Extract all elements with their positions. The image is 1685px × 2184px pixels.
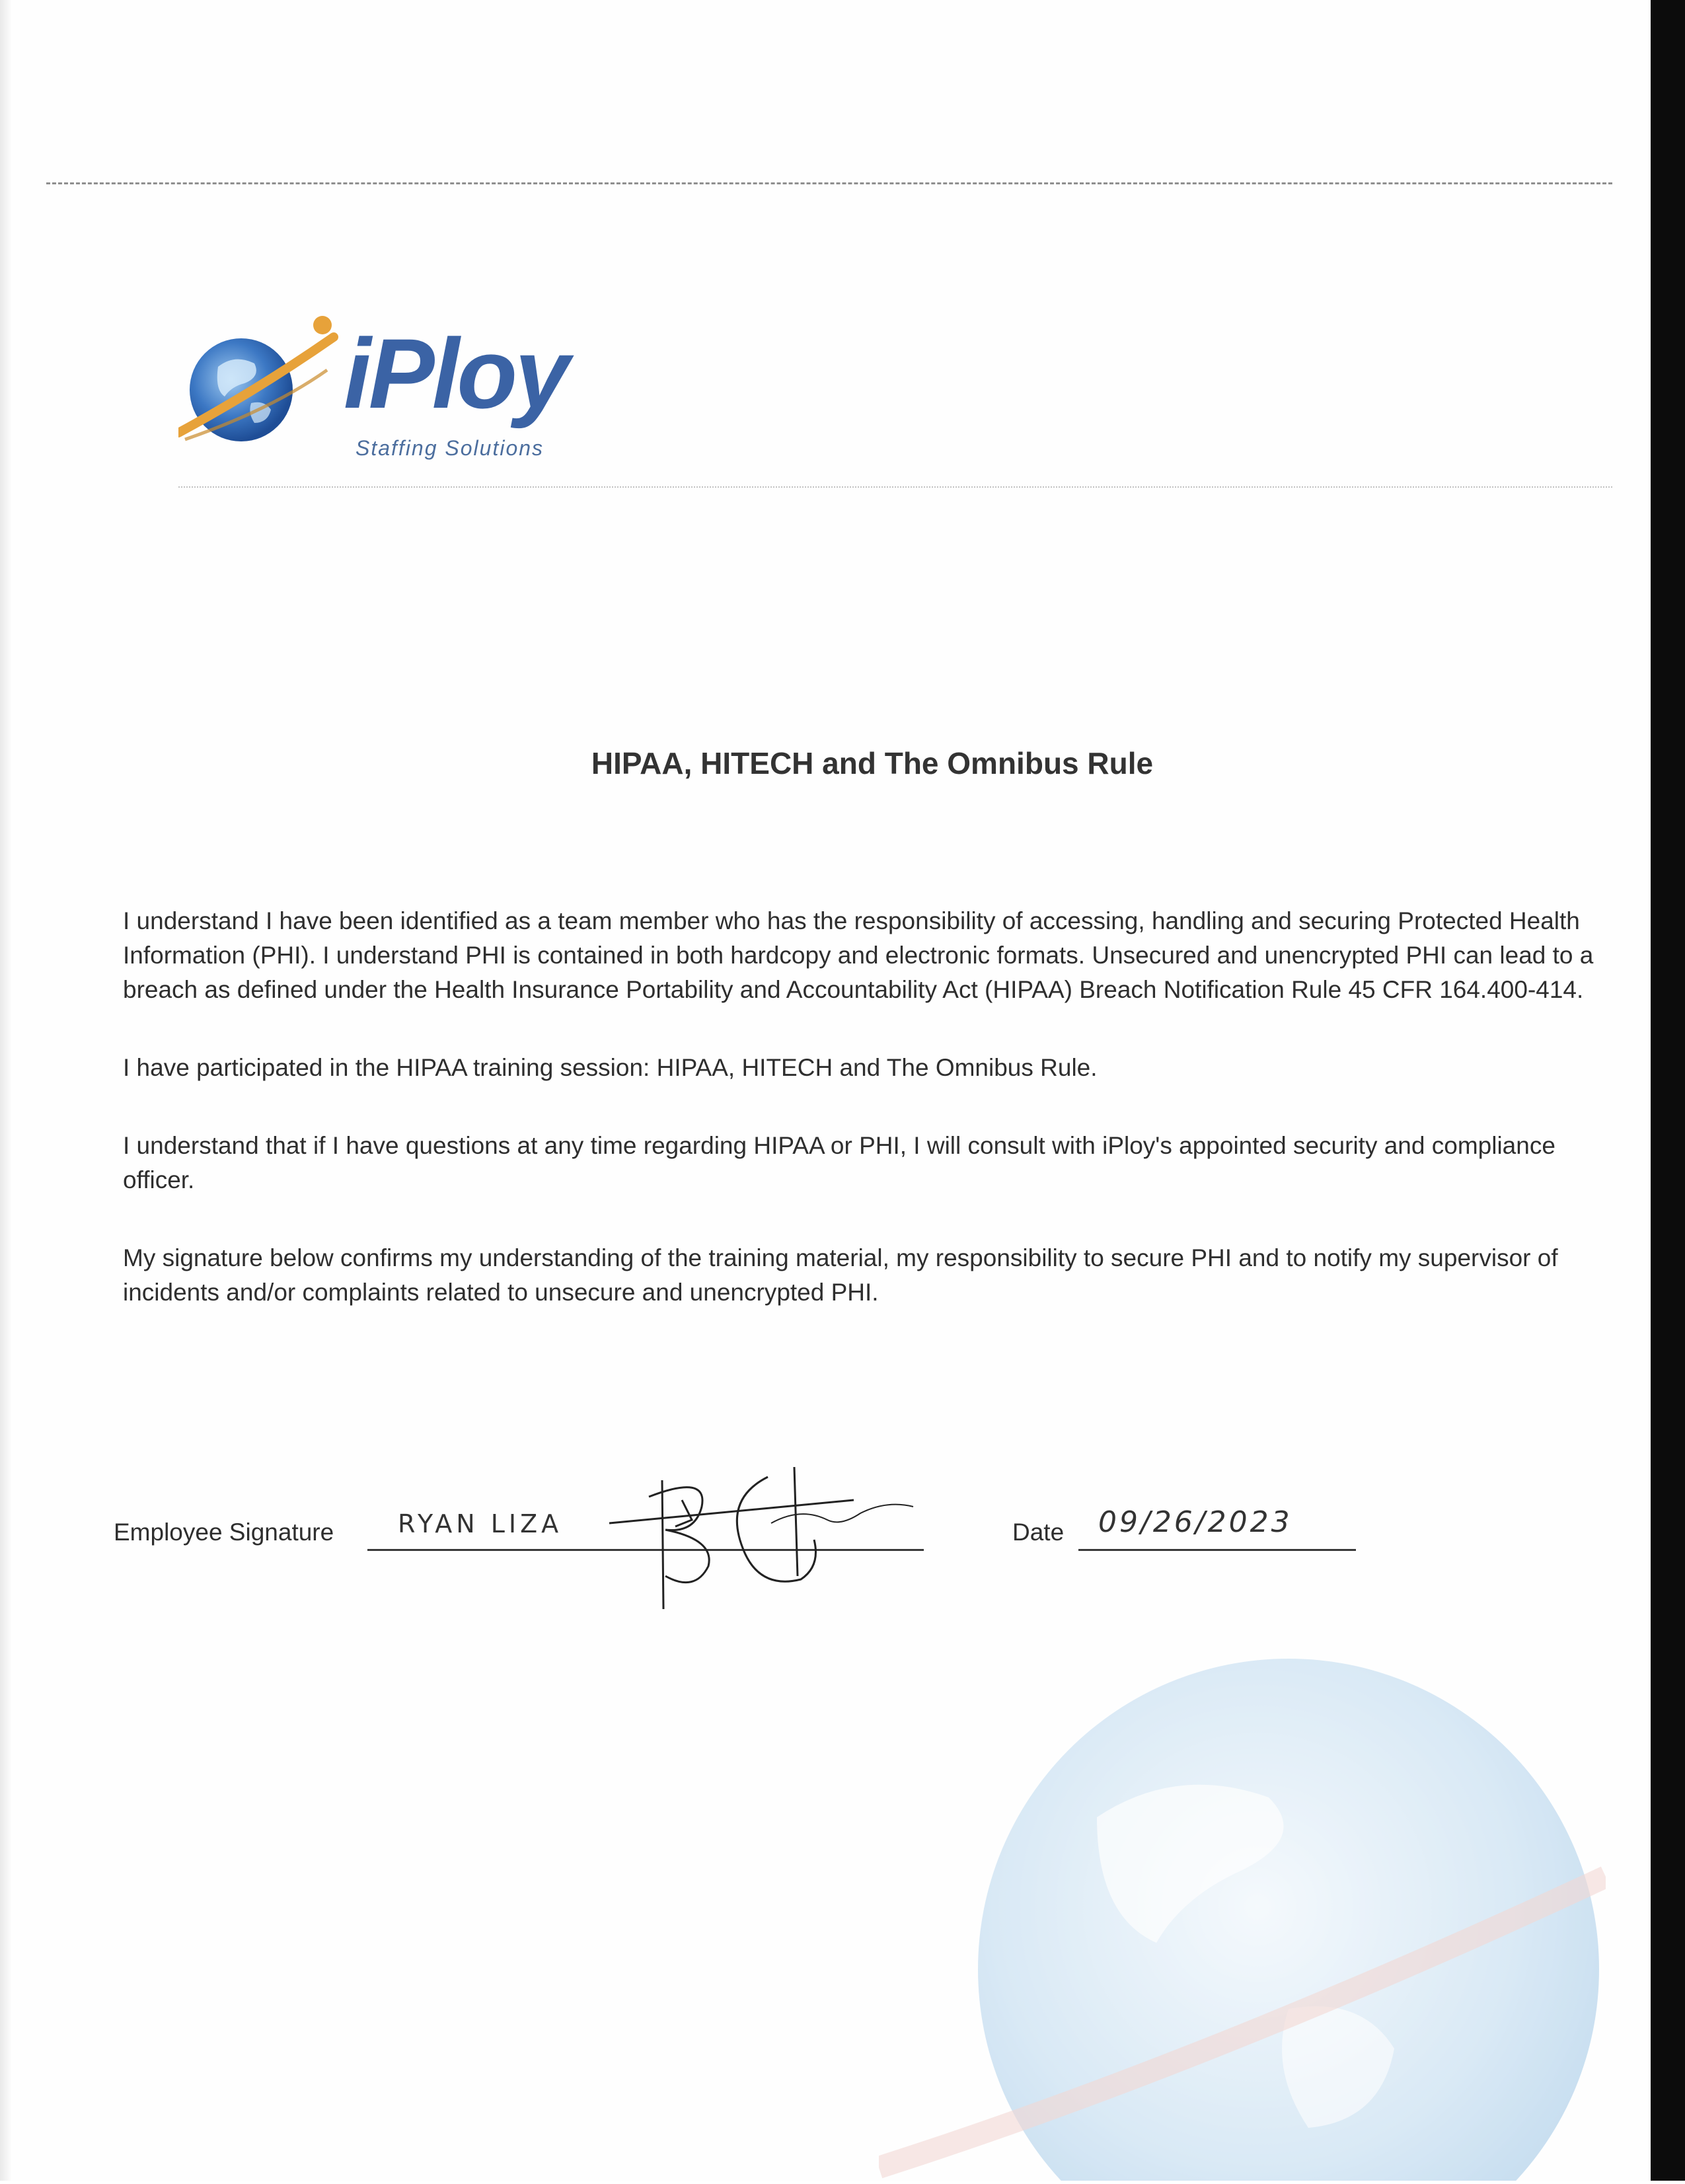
logo-tagline: Staffing Solutions xyxy=(356,436,544,460)
paragraph-phi-responsibility: I understand I have been identified as a team member who has the responsibility of accessing, handling and securing Protected Health Information (PHI). I understand PHI is contained in both hardcopy and electronic formats. Unsecured and unencrypted PHI can lead to a breach as defined under the Health Insurance Portability and Accountability Act (HIPAA) Breach Notification Rule 45 CFR 164.400-414. xyxy=(123,907,1594,1003)
paragraph-signature-confirmation: My signature below confirms my understanding of the training material, my responsibility to secure PHI and to notify my supervisor of incidents and/or complaints related to unsecure and unencrypted PHI. xyxy=(123,1244,1558,1306)
date-value: 09/26/2023 xyxy=(1098,1505,1292,1539)
iploy-logo xyxy=(178,311,641,476)
handwritten-signature xyxy=(603,1460,920,1619)
globe-watermark-icon xyxy=(879,1599,1606,2181)
acknowledgement-body xyxy=(123,904,1610,1353)
scan-shadow-left xyxy=(0,0,12,2181)
scan-edge-right xyxy=(1651,0,1685,2181)
logo-rule xyxy=(178,486,1612,489)
date-label: Date xyxy=(1012,1519,1065,1546)
document-title: HIPAA, HITECH and The Omnibus Rule xyxy=(591,746,1154,780)
logo-wordmark: iPloy xyxy=(344,318,568,429)
header-rule xyxy=(46,182,1612,187)
date-line[interactable] xyxy=(1078,1549,1356,1551)
paragraph-questions: I understand that if I have questions at any time regarding HIPAA or PHI, I will consult with iPloy's appointed security and compliance officer. xyxy=(123,1132,1555,1193)
paragraph-training-session: I have participated in the HIPAA training session: HIPAA, HITECH and The Omnibus Rule. xyxy=(123,1054,1098,1081)
globe-watermark xyxy=(879,1599,1606,2181)
printed-name: RYAN LIZA xyxy=(398,1509,563,1538)
employee-signature-label: Employee Signature xyxy=(114,1519,334,1546)
